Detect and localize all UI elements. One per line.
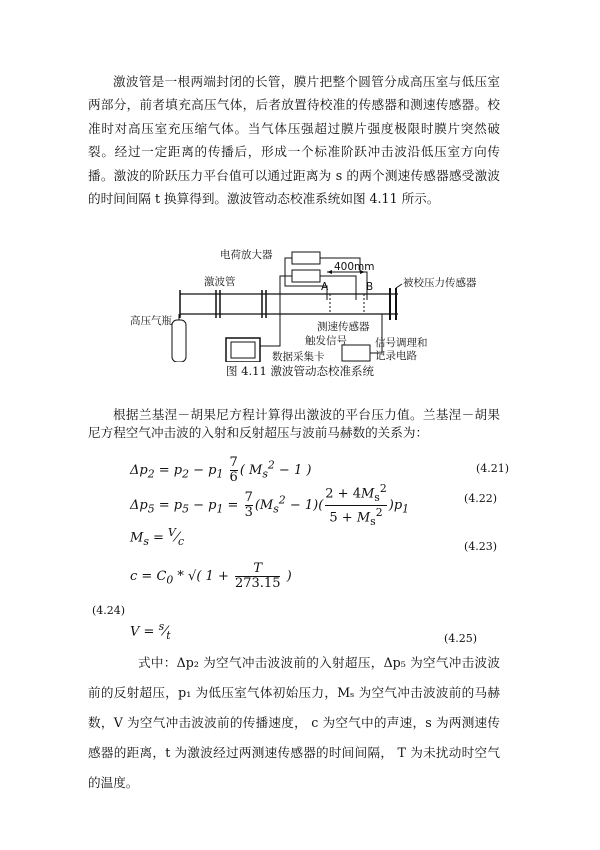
equation-4-22: $\Delta p_5 = p_5 - p_1$ = $\frac{7}{3}$ $(M_s^2 - 1)$( $\frac{2 + 4M_s^2}{5 + M_s^2}$ )$p_1$ [130, 482, 410, 528]
definitions-body: Δp₂ 为空气冲击波波前的入射超压，Δp₅ 为空气冲击波波前的反射超压，p₁ 为低压室气体初始压力，Mₛ 为空气冲击波波前的马赫数，V 为空气冲击波波前的传播速度， c 为空气中的声速，s 为两测速传感器的距离，t 为激波经过两测速传感器的时间间隔， T 为未扰动时空气的温度。 [88, 655, 501, 790]
figure-caption: 图 4.11 激波管动态校准系统 [226, 364, 374, 378]
label-sensor-under-test: 被校压力传感器 [403, 277, 477, 289]
amplifier-box-2 [292, 270, 320, 282]
amplifier-box-1 [292, 252, 320, 264]
equation-number-4-25: (4.25) [444, 632, 478, 645]
label-shock-tube: 激波管 [204, 276, 236, 288]
equation-4-23: $M_s$ = $^V⁄_c$ [130, 526, 185, 548]
label-point-a: A [321, 281, 329, 293]
definitions-lead: 式中： [138, 655, 177, 670]
equation-number-4-23: (4.23) [464, 540, 498, 553]
label-daq: 数据采集卡 [272, 351, 325, 362]
label-point-b: B [366, 281, 374, 293]
label-signal-cond-2: 记录电路 [375, 350, 417, 362]
label-distance: 400mm [334, 261, 375, 273]
equation-4-21: $\Delta p_2 = p_2 - p_1$ $\frac{7}{6}$ ( $M_s^2 - 1$ ) [130, 455, 312, 485]
intro-paragraph: 激波管是一根两端封闭的长管，膜片把整个圆管分成高压室与低压室两部分，前者填充高压气体，后者放置待校准的传感器和测速传感器。校准时对高压室充压缩气体。当气体压强超过膜片强度极限时膜片突然破裂。经过一定距离的传播后，形成一个标准阶跃冲击波沿低压室方向传播。激波的阶跃压力平台值可以通过距离为 s 的两个测速传感器感受激波的时间间隔 t 换算得到。激波管动态校准系统如图 4.11 所示。 [88, 74, 500, 207]
rankine-paragraph: 根据兰基涅－胡果尼方程计算得出激波的平台压力值。兰基涅－胡果尼方程空气冲击波的入射和反射超压与波前马赫数的关系为： [88, 407, 500, 440]
equation-number-4-24: (4.24) [92, 604, 126, 617]
equation-4-24: $c = C_0$ * √( 1 + $\frac{T}{273.15}$ ) [130, 561, 292, 591]
label-amplifier: 电荷放大器 [220, 249, 273, 261]
variable-definitions [88, 648, 500, 798]
label-speed-sensors: 测速传感器 [317, 321, 370, 333]
signal-conditioning-box [342, 345, 370, 361]
shock-tube-diagram [120, 242, 480, 362]
label-gas-bottle: 高压气瓶 [130, 315, 172, 327]
label-trigger: 触发信号 [305, 335, 347, 347]
equation-number-4-22: (4.22) [464, 492, 498, 505]
equation-number-4-21: (4.21) [476, 462, 510, 475]
label-signal-cond-1: 信号调理和 [375, 337, 428, 349]
equation-4-25: $V = ^s⁄_t$ [130, 620, 171, 642]
gas-bottle [172, 320, 186, 362]
